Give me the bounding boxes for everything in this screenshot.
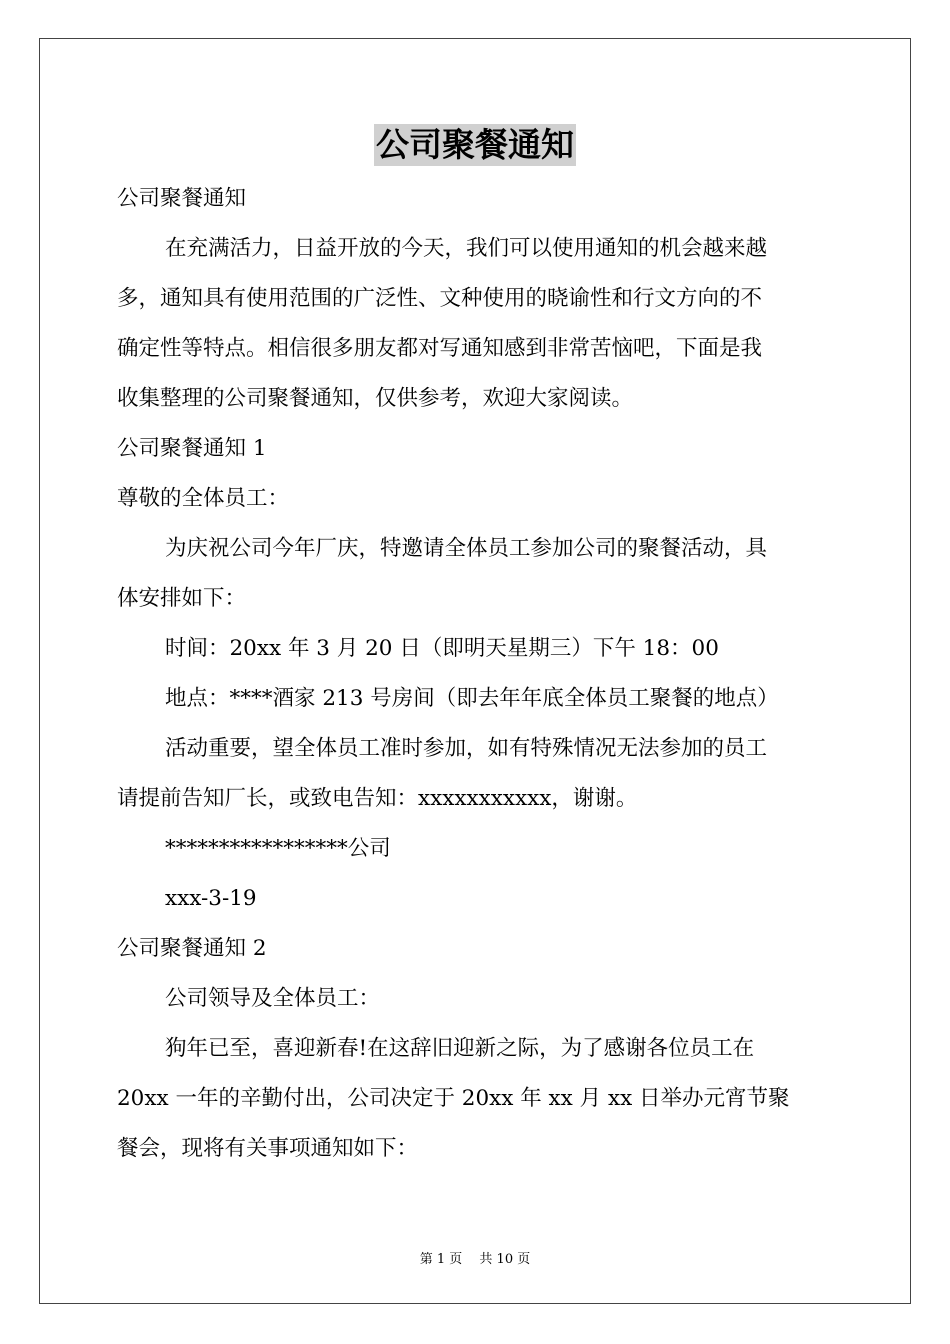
text-line: 多，通知具有使用范围的广泛性、文种使用的晓谕性和行文方向的不 <box>117 286 763 311</box>
document-title: 公司聚餐通知 <box>376 125 574 164</box>
text-line: 尊敬的全体员工： <box>117 486 290 511</box>
text-line: 体安排如下： <box>117 586 247 611</box>
text-line: 餐会，现将有关事项通知如下： <box>117 1136 419 1161</box>
text-line: 20xx 一年的辛勤付出，公司决定于 20xx 年 xx 月 xx 日举办元宵节聚 <box>117 1086 790 1111</box>
text-line: 公司领导及全体员工： <box>165 986 381 1011</box>
text-line: 为庆祝公司今年厂庆，特邀请全体员工参加公司的聚餐活动，具 <box>165 536 768 561</box>
title-container <box>0 124 950 166</box>
page-footer: 第 1 页 共 10 页 <box>419 1252 531 1267</box>
text-line: 时间：20xx 年 3 月 20 日（即明天星期三）下午 18：00 <box>165 636 719 661</box>
text-line: 公司聚餐通知 1 <box>117 436 267 461</box>
text-line: 狗年已至，喜迎新春!在这辞旧迎新之际，为了感谢各位员工在 <box>165 1036 755 1061</box>
text-line: 在充满活力，日益开放的今天，我们可以使用通知的机会越来越 <box>165 236 768 261</box>
text-line: 公司聚餐通知 2 <box>117 936 267 961</box>
text-line: 请提前告知厂长，或致电告知：xxxxxxxxxxx，谢谢。 <box>117 786 638 811</box>
text-line: 地点：****酒家 213 号房间（即去年年底全体员工聚餐的地点） <box>165 686 779 711</box>
document-body <box>117 174 837 1174</box>
text-line: 收集整理的公司聚餐通知，仅供参考，欢迎大家阅读。 <box>117 386 634 411</box>
text-line: *****************公司 <box>165 836 391 861</box>
text-line: 确定性等特点。相信很多朋友都对写通知感到非常苦恼吧，下面是我 <box>117 336 763 361</box>
text-line: xxx-3-19 <box>165 886 257 911</box>
text-line: 活动重要，望全体员工准时参加，如有特殊情况无法参加的员工 <box>165 736 768 761</box>
text-line: 公司聚餐通知 <box>117 186 247 211</box>
